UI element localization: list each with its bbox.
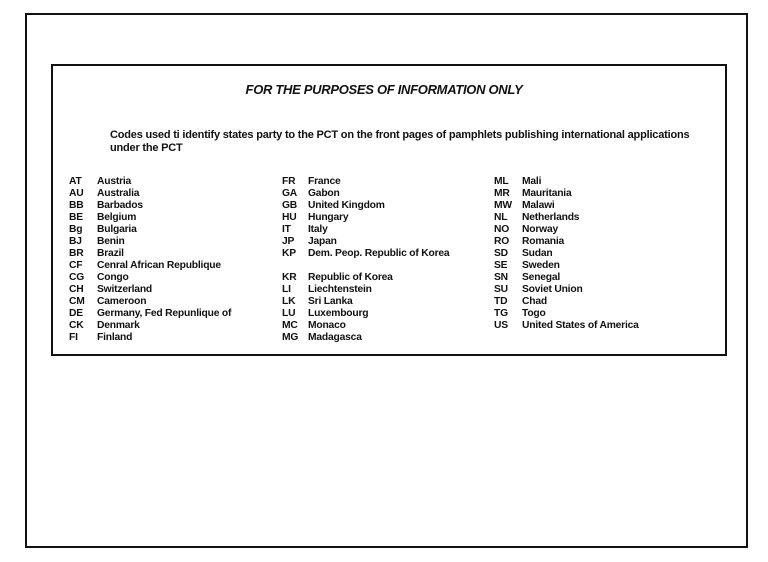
country-row (282, 176, 449, 188)
country-code: MG (282, 332, 299, 343)
country-name: United States of America (522, 320, 639, 331)
country-row (282, 236, 449, 248)
country-code: IT (282, 224, 291, 235)
country-code: LK (282, 296, 296, 307)
country-code: FI (69, 332, 78, 343)
country-name: Bulgaria (97, 224, 137, 235)
country-name: Cenral African Republique (97, 260, 221, 271)
country-row (69, 272, 231, 284)
country-name: Dem. Peop. Republic of Korea (308, 248, 450, 259)
country-name: Chad (522, 296, 547, 307)
country-name: Luxembourg (308, 308, 369, 319)
country-row (494, 188, 639, 200)
country-name: Mauritania (522, 188, 572, 199)
country-name: Benin (97, 236, 125, 247)
country-code: SN (494, 272, 508, 283)
country-code: BB (69, 200, 84, 211)
country-code: BR (69, 248, 84, 259)
country-row (494, 248, 639, 260)
country-row (282, 296, 449, 308)
country-code: CG (69, 272, 85, 283)
country-name: Monaco (308, 320, 346, 331)
intro-text: Codes used ti identify states party to the PCT on the front pages of pamphlets publishing international applications under the PCT (110, 129, 690, 154)
country-name: Togo (522, 308, 546, 319)
country-code: RO (494, 236, 510, 247)
country-name: Brazil (97, 248, 124, 259)
country-code: KP (282, 248, 296, 259)
country-row (69, 188, 231, 200)
country-name: Sweden (522, 260, 560, 271)
country-code: NL (494, 212, 508, 223)
country-code: MC (282, 320, 298, 331)
country-name: Cameroon (97, 296, 147, 307)
country-row (282, 212, 449, 224)
country-name: Finland (97, 332, 133, 343)
country-list-column-3 (494, 176, 639, 332)
country-row (69, 200, 231, 212)
country-code: CH (69, 284, 84, 295)
country-code: TG (494, 308, 508, 319)
country-row (69, 296, 231, 308)
country-row (69, 284, 231, 296)
country-name: Barbados (97, 200, 143, 211)
country-row (282, 284, 449, 296)
country-code: DE (69, 308, 83, 319)
country-name: Switzerland (97, 284, 153, 295)
country-code: GB (282, 200, 298, 211)
country-name: Australia (97, 188, 140, 199)
country-name: Germany, Fed Repunlique of (97, 308, 232, 319)
country-row (69, 212, 231, 224)
country-code: CM (69, 296, 85, 307)
country-code: US (494, 320, 508, 331)
country-row (494, 224, 639, 236)
country-code: SD (494, 248, 508, 259)
country-code: SE (494, 260, 508, 271)
country-code: TD (494, 296, 508, 307)
page-title: FOR THE PURPOSES OF INFORMATION ONLY (245, 82, 523, 97)
country-row (494, 284, 639, 296)
country-code: HU (282, 212, 297, 223)
country-code: KR (282, 272, 297, 283)
country-row (282, 272, 449, 284)
country-list-column-1 (69, 176, 231, 344)
country-name: Malawi (522, 200, 555, 211)
country-row (494, 200, 639, 212)
country-row (69, 260, 231, 272)
country-name: Republic of Korea (308, 272, 393, 283)
country-row (69, 236, 231, 248)
country-row (494, 272, 639, 284)
country-name: Madagasca (308, 332, 362, 343)
country-code: AU (69, 188, 84, 199)
country-row (69, 224, 231, 236)
country-name: Norway (522, 224, 558, 235)
country-name: Mali (522, 176, 542, 187)
country-row (69, 332, 231, 344)
country-name: Italy (308, 224, 328, 235)
country-name: Netherlands (522, 212, 580, 223)
country-row (494, 320, 639, 332)
country-row (282, 248, 449, 260)
country-code: MW (494, 200, 512, 211)
country-name: Japan (308, 236, 337, 247)
country-code: Bg (69, 224, 83, 235)
country-name: Liechtenstein (308, 284, 372, 295)
country-row (282, 224, 449, 236)
country-code: MR (494, 188, 510, 199)
country-code: BE (69, 212, 83, 223)
row-spacer (282, 260, 449, 272)
country-code: FR (282, 176, 296, 187)
country-name: Senegal (522, 272, 561, 283)
country-row (69, 320, 231, 332)
country-name: Belgium (97, 212, 137, 223)
country-name: Romania (522, 236, 565, 247)
country-list-column-2 (282, 176, 449, 344)
country-row (494, 260, 639, 272)
country-code: CK (69, 320, 84, 331)
country-name: Hungary (308, 212, 349, 223)
country-row (69, 248, 231, 260)
country-row (282, 332, 449, 344)
country-name: United Kingdom (308, 200, 385, 211)
country-row (494, 212, 639, 224)
country-row (282, 188, 449, 200)
country-row (282, 308, 449, 320)
country-row (282, 320, 449, 332)
country-code: BJ (69, 236, 82, 247)
country-row (494, 176, 639, 188)
country-name: Austria (97, 176, 132, 187)
country-code: SU (494, 284, 508, 295)
country-row (494, 236, 639, 248)
country-name: Congo (97, 272, 129, 283)
country-name: France (308, 176, 341, 187)
country-code: GA (282, 188, 298, 199)
country-code: ML (494, 176, 509, 187)
country-row (69, 176, 231, 188)
country-code: JP (282, 236, 295, 247)
country-row (282, 200, 449, 212)
country-name: Sri Lanka (308, 296, 353, 307)
country-row (494, 308, 639, 320)
country-code: LI (282, 284, 291, 295)
country-name: Soviet Union (522, 284, 583, 295)
country-name: Sudan (522, 248, 553, 259)
country-code: AT (69, 176, 82, 187)
country-row (494, 296, 639, 308)
country-name: Gabon (308, 188, 340, 199)
country-name: Denmark (97, 320, 140, 331)
country-code: NO (494, 224, 510, 235)
country-row (69, 308, 231, 320)
country-code: CF (69, 260, 83, 271)
country-code: LU (282, 308, 296, 319)
